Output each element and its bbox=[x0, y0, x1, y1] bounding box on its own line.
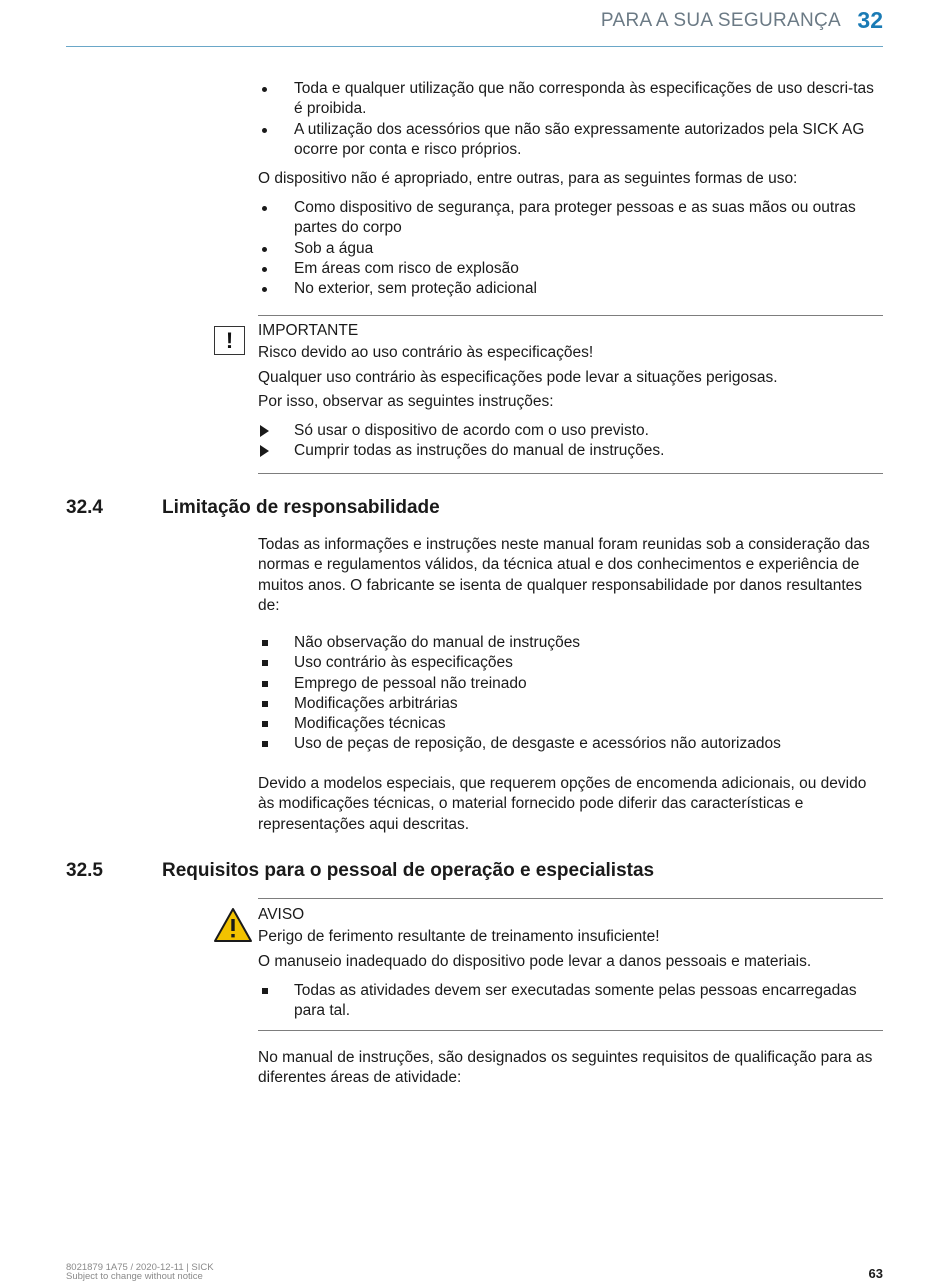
intro-bullet-list bbox=[258, 79, 883, 160]
footer-doc-info bbox=[66, 1263, 214, 1281]
list-item: Cumprir todas as instruções do manual de instruções. bbox=[294, 442, 665, 460]
list-item: No exterior, sem proteção adicional bbox=[294, 280, 537, 298]
list-item: Não observação do manual de instruções bbox=[294, 634, 581, 651]
warning-headline: Perigo de ferimento resultante de treinamento insuficiente! bbox=[258, 928, 660, 946]
warning-note bbox=[258, 905, 883, 1021]
warning-text: O manuseio inadequado do dispositivo pode levar a danos pessoais e materiais. bbox=[258, 952, 812, 970]
warning-triangle-icon bbox=[213, 907, 253, 943]
section-number: 32.4 bbox=[66, 497, 103, 518]
list-item: A utilização dos acessórios que não são expressamente autorizados pela SICK AG ocorre por conta e risco próprios. bbox=[294, 120, 865, 158]
section-number: 32.5 bbox=[66, 860, 103, 881]
liability-intro: Todas as informações e instruções neste manual foram reunidas sob a consideração das normas e regulamentos válidos, da técnica atual e dos conhecimentos e experiência de muitos anos. O fabricante se isenta de qualquer responsabilidade por danos resultantes de: bbox=[258, 536, 870, 614]
footer-doc-ref: 8021879 1A75 / 2020-12-11 | SICK bbox=[66, 1262, 214, 1273]
note-top-divider bbox=[258, 315, 883, 316]
section-title: Limitação de responsabilidade bbox=[162, 497, 440, 518]
warning-top-divider bbox=[258, 898, 883, 899]
note-label: IMPORTANTE bbox=[258, 322, 359, 339]
section-title: Requisitos para o pessoal de operação e especialistas bbox=[162, 860, 655, 881]
warning-items bbox=[258, 981, 883, 1022]
list-item: Em áreas com risco de explosão bbox=[294, 259, 519, 277]
page-header bbox=[66, 0, 883, 47]
important-note bbox=[258, 321, 883, 462]
list-item: Modificações arbitrárias bbox=[294, 694, 458, 712]
note-text: Qualquer uso contrário às especificações pode levar a situações perigosas. bbox=[258, 368, 778, 386]
list-item: Só usar o dispositivo de acordo com o uso previsto. bbox=[294, 422, 649, 440]
note-steps bbox=[258, 421, 883, 462]
qualification-intro: No manual de instruções, são designados os seguintes requisitos de qualificação para as diferentes áreas de atividade: bbox=[258, 1049, 873, 1087]
unsuitable-bullet-list bbox=[258, 198, 883, 299]
unsuitable-intro: O dispositivo não é apropriado, entre outras, para as seguintes formas de uso: bbox=[258, 170, 798, 187]
footer-notice: Subject to change without notice bbox=[66, 1271, 203, 1282]
liability-list bbox=[258, 633, 883, 755]
list-item: Emprego de pessoal não treinado bbox=[294, 674, 527, 692]
note-headline: Risco devido ao uso contrário às especificações! bbox=[258, 344, 594, 362]
exclamation-box-icon: ! bbox=[214, 326, 245, 355]
warning-bottom-divider bbox=[258, 1030, 883, 1031]
warning-label: AVISO bbox=[258, 906, 305, 923]
chapter-title: PARA A SUA SEGURANÇA bbox=[600, 10, 841, 31]
list-item: Modificações técnicas bbox=[294, 715, 446, 733]
note-bottom-divider bbox=[258, 473, 883, 474]
list-item: Toda e qualquer utilização que não corresponda às especificações de uso descri-tas é proibida. bbox=[294, 80, 874, 118]
list-item: Sob a água bbox=[294, 239, 374, 257]
list-item: Uso de peças de reposição, de desgaste e acessórios não autorizados bbox=[294, 735, 781, 753]
chapter-number: 32 bbox=[857, 7, 883, 33]
list-item: Todas as atividades devem ser executadas somente pelas pessoas encarregadas para tal. bbox=[294, 981, 857, 1020]
list-item: Uso contrário às especificações bbox=[294, 654, 513, 672]
note-text: Por isso, observar as seguintes instruções: bbox=[258, 392, 554, 410]
page-number: 63 bbox=[868, 1266, 883, 1281]
liability-closing: Devido a modelos especiais, que requerem opções de encomenda adicionais, ou devido às modificações técnicas, o material fornecido pode diferir das características e representações aqui descritas. bbox=[258, 775, 867, 833]
list-item: Como dispositivo de segurança, para proteger pessoas e as suas mãos ou outras partes do corpo bbox=[294, 199, 856, 237]
